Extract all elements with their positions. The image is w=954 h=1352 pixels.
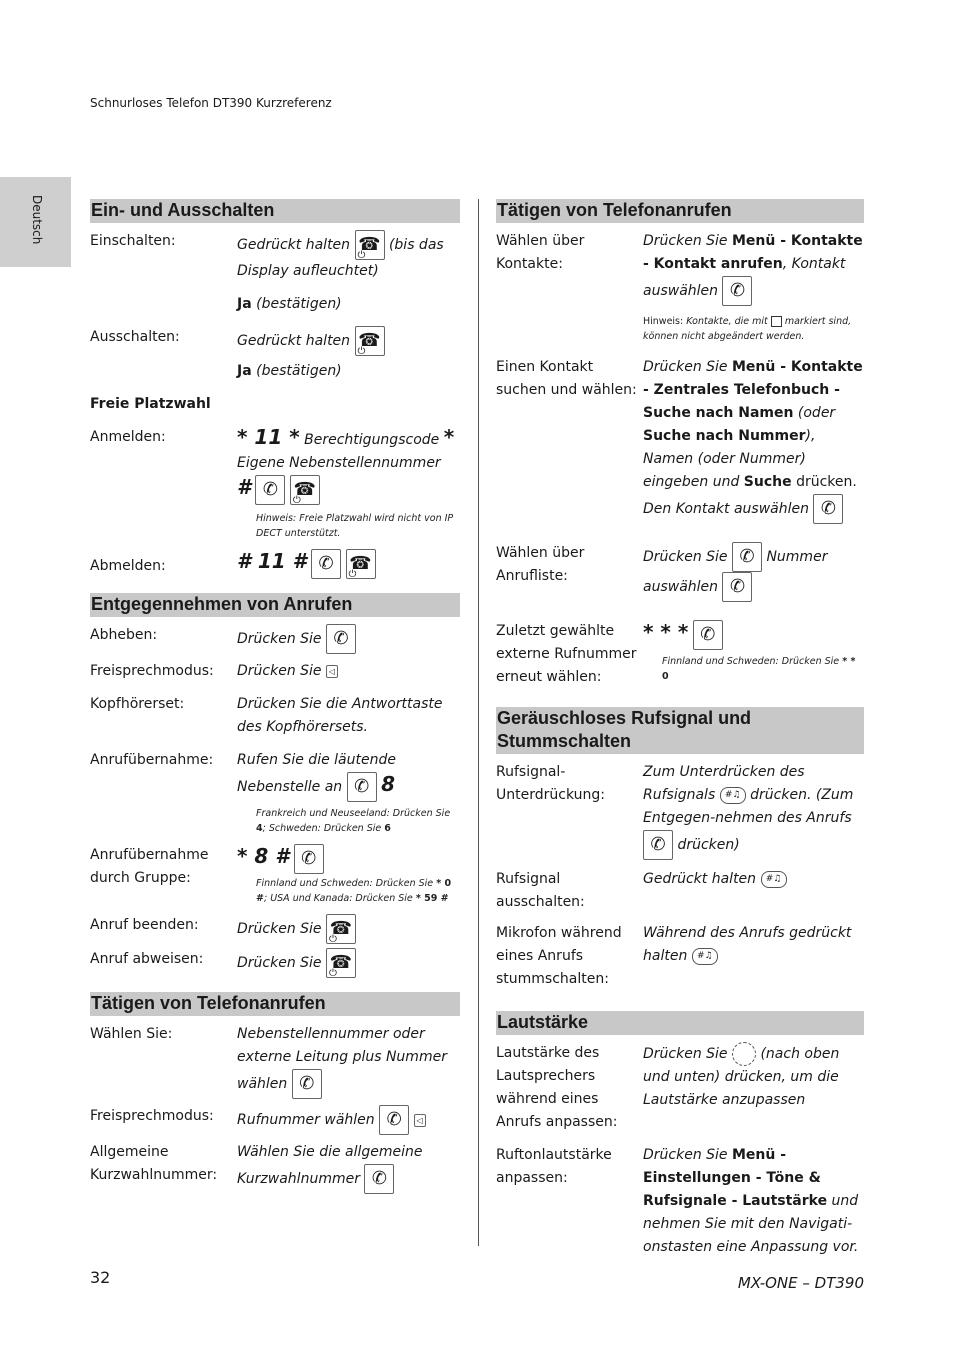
language-tab-label: Deutsch [30,195,44,245]
row-end-call: Anruf beenden: Drücken Sie ☎ ⏻ [90,914,460,944]
row-label: Lautstärke des Lautsprechers während eines Anrufs anpassen: [496,1045,618,1130]
row-label: Wählen über Kontakte: [496,233,585,272]
left-column [90,199,460,1194]
call-key-icon: ✆ [379,1105,409,1135]
lock-icon [771,316,782,327]
row-label: Mikrofon während eines Anrufs stummschalten: [496,925,622,987]
call-key-icon: ✆ [813,494,843,524]
end-call-key-icon: ☎ ⏻ [355,326,385,356]
row-answer: Abheben: Drücken Sie ✆ [90,624,460,654]
end-call-key-icon: ☎ ⏻ [355,230,385,260]
row-label: Allgemeine Kurzwahlnummer: [90,1144,218,1183]
running-header: Schnurloses Telefon DT390 Kurzreferenz [90,96,332,110]
row-login [90,426,460,541]
row-ring-volume: Ruftonlautstärke anpassen: Drücken Sie Menü - Einstellungen - Töne & Rufsignale - Lautstärke und nehmen Sie mit den Navigati-onstasten eine Anpassung vor. [496,1144,864,1259]
call-key-icon: ✆ [693,620,723,650]
row-dial-handsfree: Freisprechmodus: Rufnummer wählen ✆ ◁ [90,1105,460,1135]
row-label: Anrufübernahme: [90,752,214,768]
row-logout [90,549,460,579]
row-free [90,393,460,416]
call-key-icon: ✆ [364,1164,394,1194]
navigation-key-icon [732,1042,756,1066]
end-call-key-icon: ☎ ⏻ [346,549,376,579]
row-label: Wählen über Anrufliste: [496,545,585,584]
row-reject: Anruf abweisen: Drücken Sie ☎ ⏻ [90,948,460,978]
end-call-key-icon: ☎ ⏻ [326,914,356,944]
row-dial: Wählen Sie: Nebenstellennummer oder externe Leitung plus Nummer wählen ✆ [90,1023,460,1099]
row-label: Rufsignal-Unterdrückung: [496,764,605,803]
row-dial-contacts: Wählen über Kontakte: Drücken Sie Menü - Kontakte - Kontakt anrufen, Kontakt auswählen ✆ Hinweis: Kontakte, die mit markiert sind, können nicht abgeändert werden. [496,230,864,344]
hash-key-icon: #♫ [692,948,718,965]
row-label: Anruf beenden: [90,917,199,933]
row-label: Freisprechmodus: [90,1108,214,1124]
row-label: Abheben: [90,627,158,643]
row-label: Zuletzt gewählte externe Rufnummer erneut wählen: [496,623,637,685]
row-on [90,230,460,316]
row-pickup: Anrufübernahme: Rufen Sie die läutende Nebenstelle an ✆ 8 Frankreich und Neuseeland: Drücken Sie 4; Schweden: Drücken Sie 6 [90,749,460,836]
end-call-key-icon: ☎ ⏻ [290,475,320,505]
hash-key-icon: #♫ [720,787,746,804]
end-call-key-icon: ☎ ⏻ [326,948,356,978]
right-column [496,199,864,1259]
call-key-icon: ✆ [255,475,285,505]
column-divider [478,199,479,1246]
call-key-icon: ✆ [643,830,673,860]
row-headset: Kopfhörerset: Drücken Sie die Antworttaste des Kopfhörersets. [90,693,460,739]
row-label: Anmelden: [90,429,166,445]
row-speaker-volume: Lautstärke des Lautsprechers während eines Anrufs anpassen: Drücken Sie (nach oben und unten) drücken, um die Lautstärke anzupassen [496,1042,864,1134]
speaker-key-icon: ◁ [326,665,338,678]
hash-key-icon: #♫ [761,871,787,888]
row-value: # 11 # ✆ ☎ ⏻ [237,549,460,579]
section-title: Geräuschloses Rufsignal und Stummschalten [496,707,864,754]
language-tab [0,177,71,267]
call-key-icon: ✆ [347,772,377,802]
row-group-pickup: Anrufübernahme durch Gruppe: * 8 # ✆ Finnland und Schweden: Drücken Sie * 0 #; USA und Kanada: Drücken Sie * 59 # [90,844,452,904]
row-label: Einschalten: [90,233,176,249]
call-key-icon: ✆ [292,1069,322,1099]
row-label: Wählen Sie: [90,1026,173,1042]
call-key-icon: ✆ [722,572,752,602]
section-title: Ein- und Ausschalten [90,199,460,223]
row-redial: Zuletzt gewählte externe Rufnummer erneut wählen: * * * ✆ Finnland und Schweden: Drücken Sie * * 0 [496,620,864,689]
row-silent: Rufsignal-Unterdrückung: Zum Unterdrücken des Rufsignals #♫ drücken. (Zum Entgegen-nehmen des Anrufs ✆ drücken) [496,761,864,860]
row-ring-off: Rufsignal ausschalten: Gedrückt halten #♫ [496,868,864,914]
page-number: 32 [90,1268,111,1287]
row-handsfree: Freisprechmodus: Drücken Sie ◁ [90,660,460,683]
row-value: Gedrückt halten ☎ ⏻ Ja (bestätigen) [237,326,460,383]
product-name: MX-ONE – DT390 [737,1274,864,1292]
section-title: Tätigen von Telefonanrufen [90,992,460,1016]
row-label: Ruftonlautstärke anpassen: [496,1147,612,1186]
call-key-icon: ✆ [326,624,356,654]
row-call-list: Wählen über Anrufliste: Drücken Sie ✆ Nummer auswählen ✆ [496,542,864,602]
call-key-icon: ✆ [294,844,324,874]
call-key-icon: ✆ [722,276,752,306]
row-search-contact: Einen Kontakt suchen und wählen: Drücken Sie Menü - Kontakte - Zentrales Telefonbuch - Suche nach Namen (oder Suche nach Nummer), Namen (oder Nummer) eingeben und Suche drücken. Den Kontakt auswählen ✆ [496,356,864,524]
row-label: Freisprechmodus: [90,663,214,679]
row-label: Anruf abweisen: [90,951,204,967]
row-value: * 11 * Berechtigungscode * Eigene Nebenstellennummer # ✆ ☎ ⏻ Hinweis: Freie Platzwahl wird nicht von IP DECT unterstützt. [237,426,460,541]
row-label: Einen Kontakt suchen und wählen: [496,359,637,398]
note: Hinweis: Freie Platzwahl wird nicht von IP DECT unterstützt. [256,513,454,539]
section-title: Lautstärke [496,1011,864,1035]
row-speed-dial: Allgemeine Kurzwahlnummer: Wählen Sie die allgemeine Kurzwahlnummer ✆ [90,1141,460,1194]
row-off [90,326,460,383]
call-key-icon: ✆ [732,542,762,572]
section-title: Tätigen von Telefonanrufen [496,199,864,223]
row-label: Abmelden: [90,558,166,574]
section-title: Entgegennehmen von Anrufen [90,593,460,617]
row-mute: Mikrofon während eines Anrufs stummschalten: Während des Anrufs gedrückt halten #♫ [496,922,864,991]
speaker-key-icon: ◁ [414,1114,426,1127]
row-label: Anrufübernahme durch Gruppe: [90,847,209,886]
subheading: Freie Platzwahl [90,396,211,412]
row-label: Rufsignal ausschalten: [496,871,585,910]
row-value: Gedrückt halten ☎ ⏻ (bis das Display aufleuchtet) Ja (bestätigen) [237,230,460,316]
row-label: Kopfhörerset: [90,696,185,712]
row-label: Ausschalten: [90,329,180,345]
call-key-icon: ✆ [311,549,341,579]
